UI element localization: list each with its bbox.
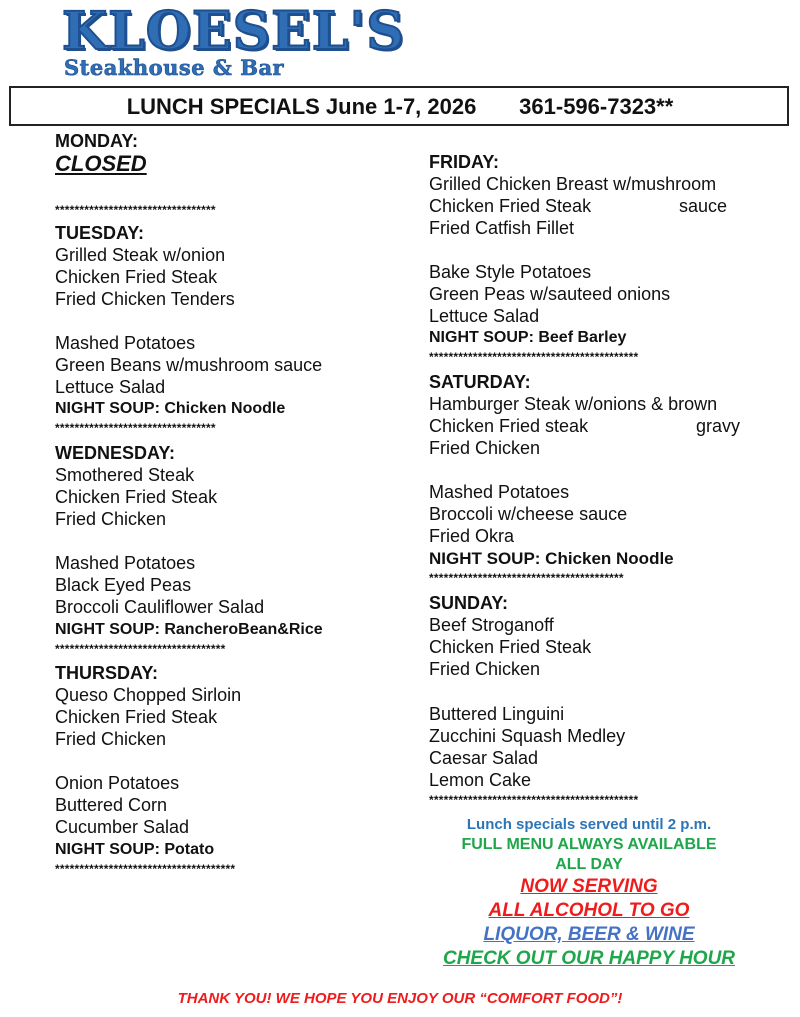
saturday-side: Fried Okra (429, 526, 515, 546)
tuesday-entree: Chicken Fried Steak (55, 267, 218, 287)
wednesday-heading: WEDNESDAY: (55, 443, 176, 463)
wednesday-divider: *********************************** (55, 642, 226, 656)
logo-name: KLOESEL'S (62, 1, 405, 62)
wednesday-side: Black Eyed Peas (55, 575, 192, 595)
header (0, 94, 800, 120)
header-spacer (476, 94, 519, 119)
friday-divider: ******************************************* (429, 350, 639, 364)
sunday-side: Zucchini Squash Medley (429, 726, 626, 746)
happy-hour-promo: CHECK OUT OUR HAPPY HOUR (442, 948, 736, 969)
saturday-side: Broccoli w/cheese sauce (429, 504, 628, 524)
saturday-entree-wrap: gravy (696, 416, 741, 436)
friday-soup: NIGHT SOUP: Beef Barley (429, 329, 627, 346)
sunday-heading: SUNDAY: (429, 593, 509, 613)
sunday-side: Lemon Cake (429, 770, 532, 790)
sunday-entree: Chicken Fried Steak (429, 637, 592, 657)
thursday-divider: ************************************* (55, 862, 236, 876)
lunch-served-note: Lunch specials served until 2 p.m. (466, 816, 712, 833)
wednesday-entree: Fried Chicken (55, 509, 167, 529)
full-menu-note: FULL MENU ALWAYS AVAILABLE (461, 836, 717, 853)
saturday-entree: Hamburger Steak w/onions & brown (429, 394, 718, 414)
friday-side: Bake Style Potatoes (429, 262, 592, 282)
thursday-side: Cucumber Salad (55, 817, 190, 837)
monday-heading: MONDAY: (55, 131, 139, 151)
friday-side: Green Peas w/sauteed onions (429, 284, 671, 304)
tuesday-side: Mashed Potatoes (55, 333, 196, 353)
sunday-divider: ******************************************* (429, 793, 639, 807)
wednesday-entree: Smothered Steak (55, 465, 195, 485)
monday-closed: CLOSED (55, 151, 147, 176)
header-phone: 361-596-7323** (519, 94, 674, 119)
saturday-side: Mashed Potatoes (429, 482, 570, 502)
tuesday-soup: NIGHT SOUP: Chicken Noodle (55, 400, 286, 417)
wednesday-soup: NIGHT SOUP: RancheroBean&Rice (55, 621, 323, 638)
alcohol-promo: ALL ALCOHOL TO GO (488, 900, 690, 921)
saturday-entree: Fried Chicken (429, 438, 541, 458)
saturday-entree: Chicken Fried steak (429, 416, 589, 436)
saturday-soup: NIGHT SOUP: Chicken Noodle (429, 549, 674, 568)
thursday-soup: NIGHT SOUP: Potato (55, 841, 215, 858)
tuesday-entree: Fried Chicken Tenders (55, 289, 235, 309)
tuesday-divider: ********************************* (55, 421, 216, 435)
tuesday-entree: Grilled Steak w/onion (55, 245, 226, 265)
friday-entree: Fried Catfish Fillet (429, 218, 575, 238)
header-title: LUNCH SPECIALS June 1-7, 2026 (126, 94, 477, 119)
footer-thank-you: THANK YOU! WE HOPE YOU ENJOY OUR “COMFORT FOOD”! (177, 990, 623, 1007)
tuesday-side: Lettuce Salad (55, 377, 166, 397)
thursday-side: Buttered Corn (55, 795, 168, 815)
now-serving-promo: NOW SERVING (520, 876, 658, 897)
saturday-divider: **************************************** (429, 571, 624, 585)
friday-entree: Chicken Fried Steak (429, 196, 592, 216)
friday-heading: FRIDAY: (429, 152, 500, 172)
all-day-note: ALL DAY (555, 856, 623, 873)
thursday-entree: Fried Chicken (55, 729, 167, 749)
thursday-entree: Queso Chopped Sirloin (55, 685, 242, 705)
tuesday-side: Green Beans w/mushroom sauce (55, 355, 323, 375)
wednesday-side: Mashed Potatoes (55, 553, 196, 573)
thursday-heading: THURSDAY: (55, 663, 159, 683)
thursday-side: Onion Potatoes (55, 773, 180, 793)
tuesday-heading: TUESDAY: (55, 223, 145, 243)
sunday-side: Buttered Linguini (429, 704, 565, 724)
wednesday-entree: Chicken Fried Steak (55, 487, 218, 507)
friday-side: Lettuce Salad (429, 306, 540, 326)
thursday-entree: Chicken Fried Steak (55, 707, 218, 727)
logo-tagline: Steakhouse & Bar (64, 55, 285, 80)
friday-entree-wrap: sauce (679, 196, 728, 216)
friday-entree: Grilled Chicken Breast w/mushroom (429, 174, 717, 194)
liquor-promo: LIQUOR, BEER & WINE (483, 924, 695, 945)
monday-divider: ********************************* (55, 203, 216, 217)
sunday-side: Caesar Salad (429, 748, 539, 768)
sunday-entree: Fried Chicken (429, 659, 541, 679)
wednesday-side: Broccoli Cauliflower Salad (55, 597, 265, 617)
saturday-heading: SATURDAY: (429, 372, 531, 392)
sunday-entree: Beef Stroganoff (429, 615, 554, 635)
